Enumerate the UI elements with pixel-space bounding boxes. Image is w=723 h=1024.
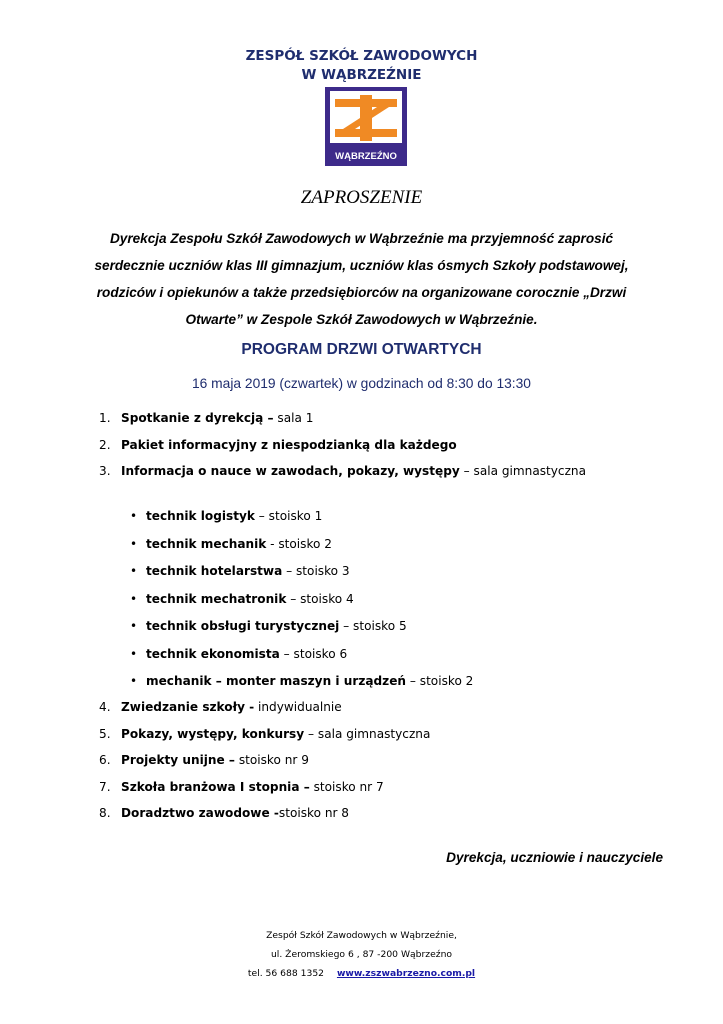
- item-number: 5.: [99, 727, 111, 741]
- stand-profession: technik logistyk: [146, 509, 255, 523]
- invitation-text: [60, 225, 663, 333]
- stand-location: – stoisko 1: [254, 509, 323, 523]
- bullet-icon: •: [130, 564, 138, 578]
- item-number: 8.: [99, 806, 111, 820]
- stand-profession: technik mechanik: [146, 537, 267, 551]
- item-title: Spotkanie z dyrekcją –: [121, 411, 274, 425]
- stand-profession: mechanik – monter maszyn i urządzeń: [146, 674, 407, 688]
- intro-line: Dyrekcja Zespołu Szkół Zawodowych w Wąbrzeźnie ma przyjemność zaprosić: [109, 231, 614, 246]
- invitation-title: ZAPROSZENIE: [300, 187, 423, 208]
- item-title: Zwiedzanie szkoły -: [121, 700, 255, 714]
- item-number: 4.: [99, 700, 111, 714]
- stand-list-item: [130, 509, 322, 523]
- intro-line: serdecznie uczniów klas III gimnazjum, uczniów klas ósmych Szkoły podstawowej,: [94, 258, 629, 273]
- stand-location: – stoisko 6: [279, 647, 348, 661]
- item-number: 3.: [99, 464, 111, 478]
- item-detail: indywidualnie: [254, 700, 342, 714]
- item-title: Doradztwo zawodowe -: [121, 806, 279, 820]
- school-logo: [325, 87, 407, 166]
- bullet-icon: •: [130, 592, 138, 606]
- item-title: Pokazy, występy, konkursy: [121, 727, 305, 741]
- program-title: PROGRAM DRZWI OTWARTYCH: [241, 341, 482, 358]
- item-title: Pakiet informacyjny z niespodzianką dla każdego: [121, 438, 457, 452]
- item-number: 7.: [99, 780, 111, 794]
- item-detail: – sala gimnastyczna: [304, 727, 431, 741]
- bullet-icon: •: [130, 674, 138, 688]
- program-item: [99, 464, 586, 478]
- item-detail: sala 1: [273, 411, 314, 425]
- footer-school-name: Zespół Szkół Zawodowych w Wąbrzeźnie,: [266, 930, 457, 941]
- program-item: [99, 727, 430, 741]
- bullet-icon: •: [130, 537, 138, 551]
- item-detail: – sala gimnastyczna: [459, 464, 587, 478]
- program-item: [99, 438, 457, 452]
- footer-phone: tel. 56 688 1352: [247, 968, 325, 979]
- stand-location: – stoisko 5: [339, 619, 407, 633]
- stand-profession: technik obsługi turystycznej: [146, 619, 340, 633]
- program-item: [99, 753, 309, 767]
- stand-location: – stoisko 4: [286, 592, 354, 606]
- bullet-icon: •: [130, 647, 138, 661]
- footer-address: ul. Żeromskiego 6 , 87 -200 Wąbrzeźno: [270, 949, 453, 960]
- item-title: Projekty unijne –: [121, 753, 235, 767]
- program-date: 16 maja 2019 (czwartek) w godzinach od 8:30 do 13:30: [191, 376, 531, 391]
- item-detail: stoisko nr 7: [309, 780, 384, 794]
- item-number: 2.: [99, 438, 111, 452]
- stand-list-item: [130, 647, 347, 661]
- school-name-line1: ZESPÓŁ SZKÓŁ ZAWODOWYCH: [245, 48, 478, 64]
- stand-location: – stoisko 3: [282, 564, 350, 578]
- school-name-line2: W WĄBRZEŹNIE: [301, 67, 422, 83]
- footer: [0, 926, 723, 983]
- item-detail: stoisko nr 8: [278, 806, 350, 820]
- stand-profession: technik hotelarstwa: [146, 564, 283, 578]
- item-title: Informacja o nauce w zawodach, pokazy, występy: [121, 464, 460, 478]
- stand-list-item: [130, 674, 473, 688]
- item-detail: stoisko nr 9: [234, 753, 309, 767]
- program-item: [99, 806, 349, 820]
- bullet-icon: •: [130, 619, 138, 633]
- program-item: [99, 411, 313, 425]
- stand-location: - stoisko 2: [266, 537, 332, 551]
- stand-list-item: [130, 537, 332, 551]
- stand-profession: technik mechatronik: [146, 592, 287, 606]
- item-title: Szkoła branżowa I stopnia –: [121, 780, 310, 794]
- item-number: 6.: [99, 753, 111, 767]
- school-header: [0, 47, 723, 85]
- intro-line: Otwarte” w Zespole Szkół Zawodowych w Wąbrzeźnie.: [185, 312, 538, 327]
- program-item: [99, 700, 342, 714]
- program-item: [99, 780, 384, 794]
- stand-list-item: [130, 619, 407, 633]
- intro-line: rodziców i opiekunów a także przedsiębiorców na organizowane corocznie „Drzwi: [96, 285, 627, 300]
- website-link[interactable]: www.zszwabrzezno.com.pl: [336, 968, 476, 979]
- stand-list-item: [130, 592, 354, 606]
- logo-caption: WĄBRZEŹNO: [335, 151, 397, 162]
- signature: Dyrekcja, uczniowie i nauczyciele: [446, 850, 663, 865]
- stand-profession: technik ekonomista: [146, 647, 280, 661]
- stand-list-item: [130, 564, 350, 578]
- stand-location: – stoisko 2: [406, 674, 474, 688]
- bullet-icon: •: [130, 509, 138, 523]
- item-number: 1.: [99, 411, 111, 425]
- footer-contact: [0, 964, 723, 983]
